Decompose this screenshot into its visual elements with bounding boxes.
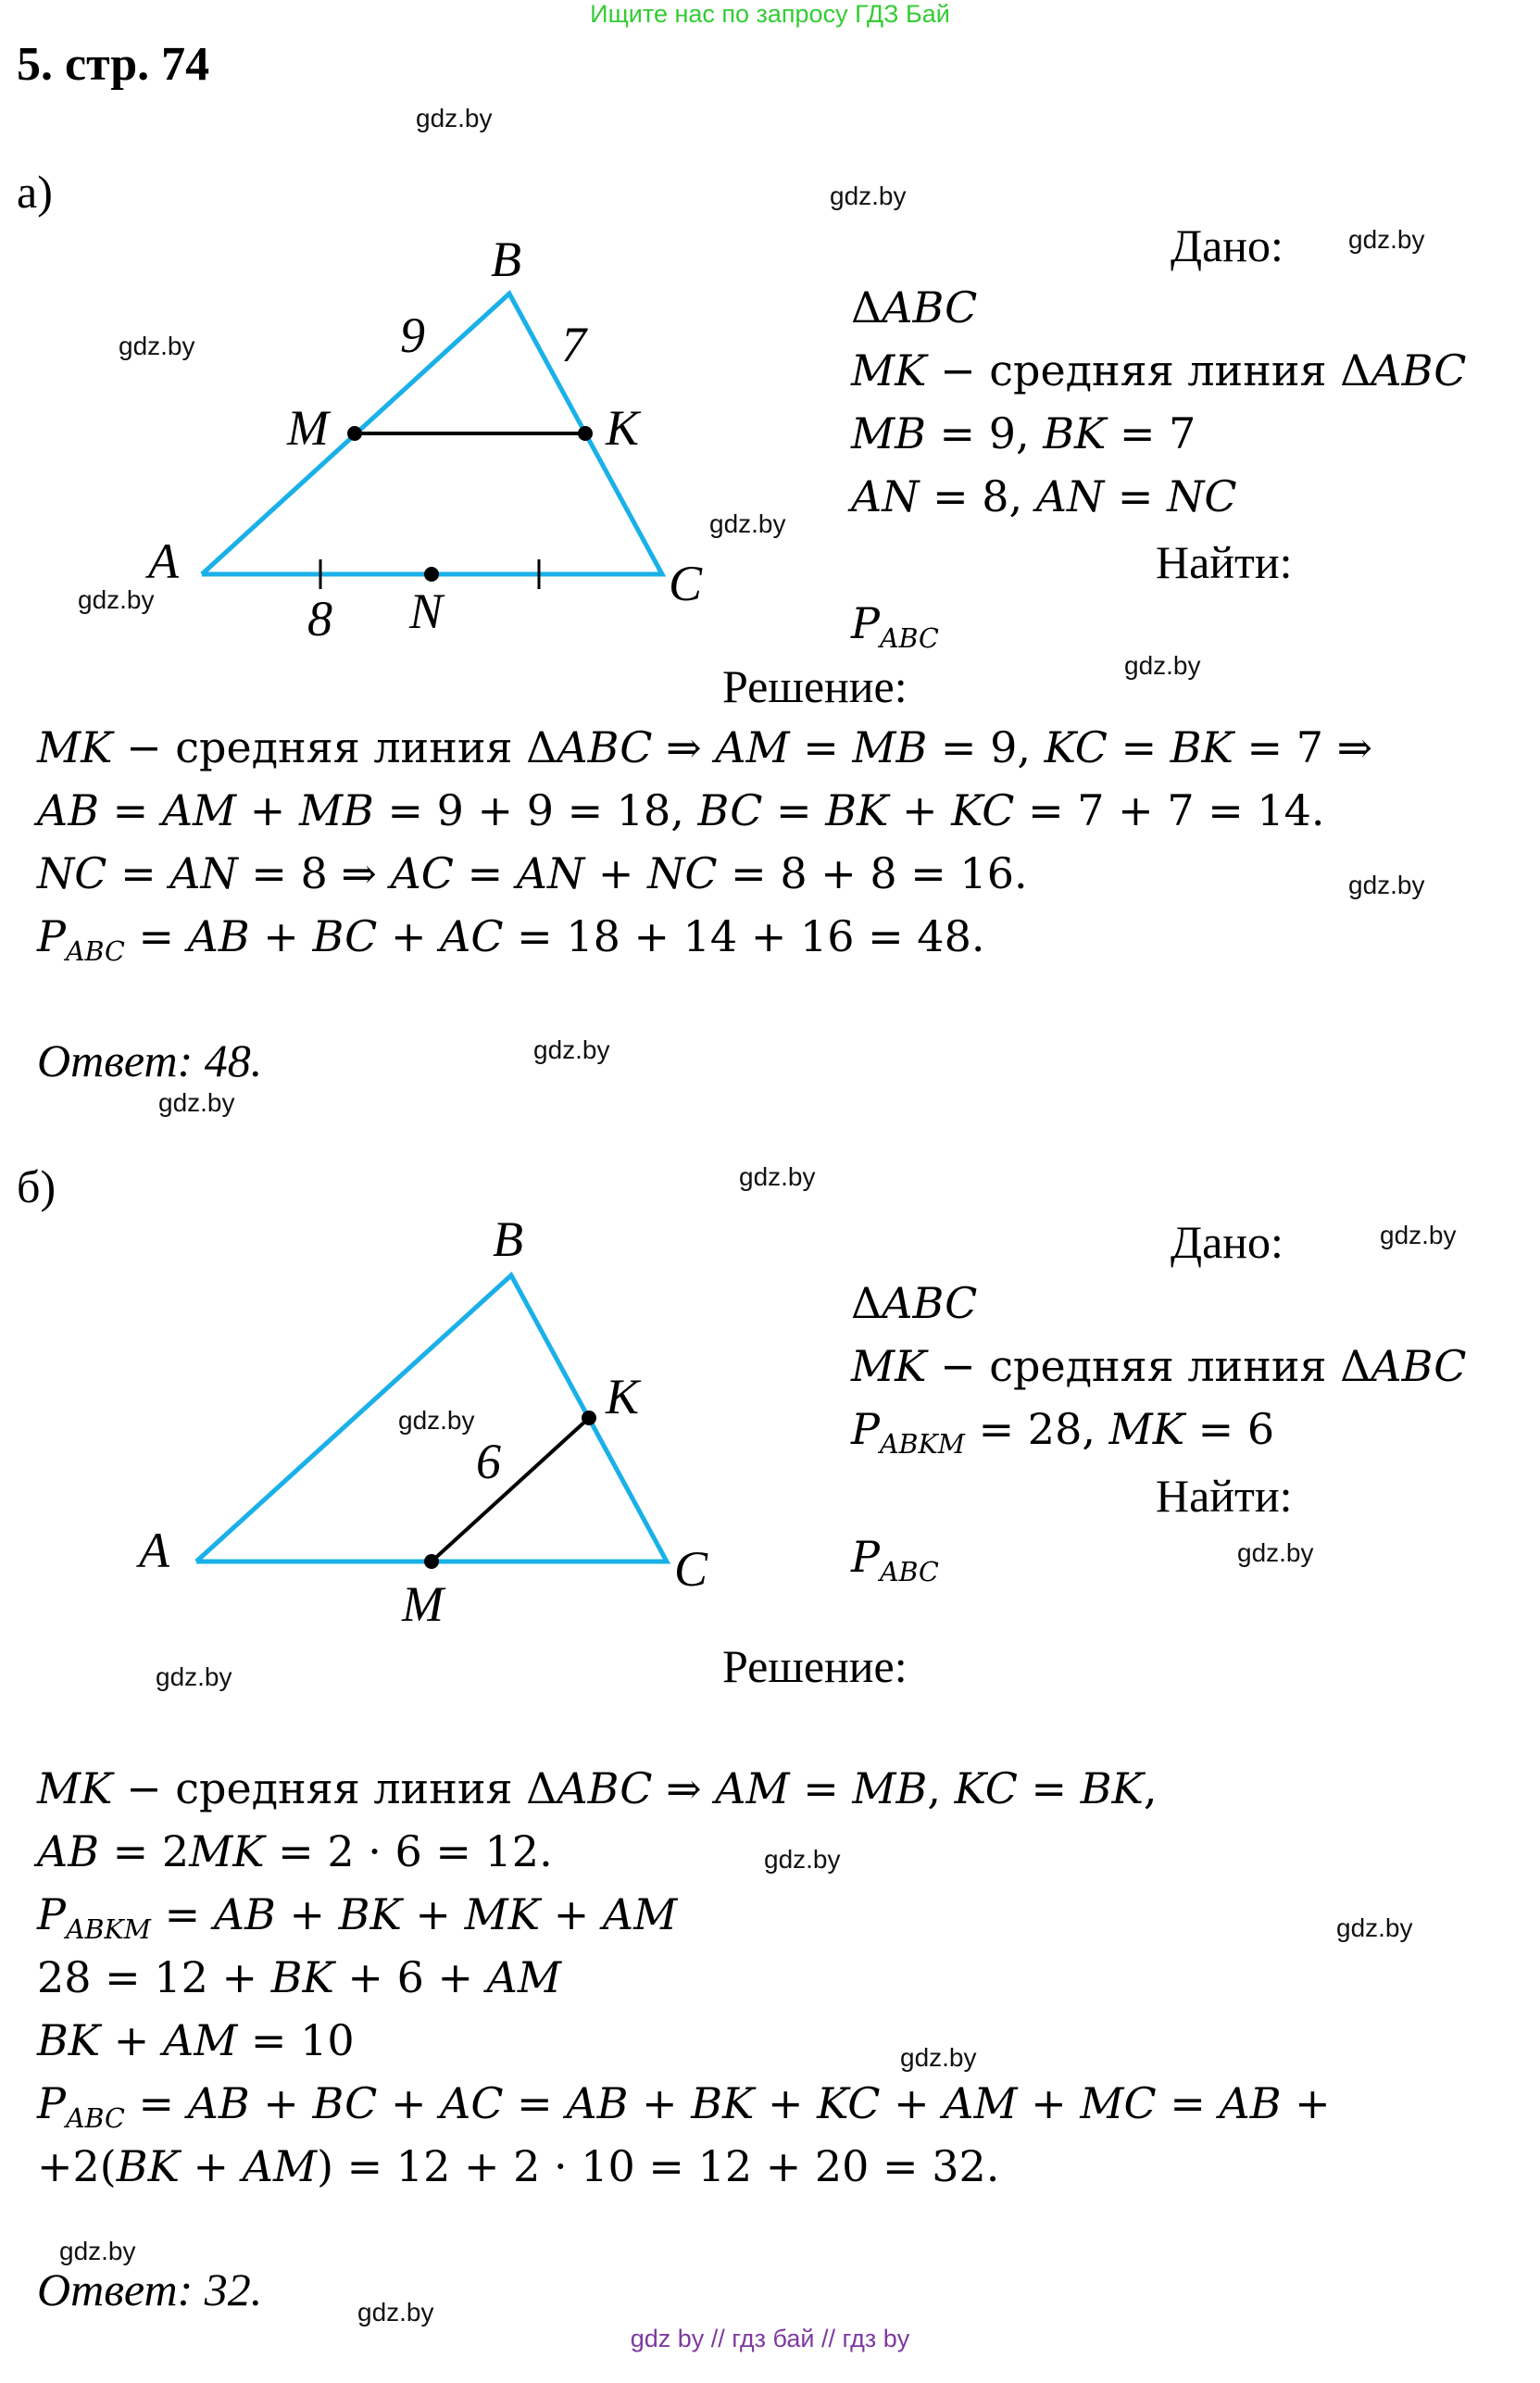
solution-line-b: $P_{ABC}$ = AB + BC + AC = AB + BK + KC + AM + MC = AB + [37, 2078, 1331, 2135]
length-an: 8 [307, 591, 332, 646]
top-banner[interactable]: Ищите нас по запросу ГДЗ Бай [590, 0, 950, 28]
point-k [582, 1411, 596, 1425]
watermark: gdz.by [59, 2237, 136, 2265]
vertex-m: M [402, 1576, 444, 1632]
find-value-a: $P_{ABC}$ [851, 598, 939, 655]
answer-b: Ответ: 32. [37, 2264, 263, 2315]
watermark: gdz.by [398, 1406, 475, 1435]
figure-a [0, 222, 833, 658]
vertex-a: A [148, 533, 179, 589]
watermark: gdz.by [739, 1162, 816, 1191]
solution-line-a: $P_{ABC}$ = AB + BC + AC = 18 + 14 + 16 = 48. [37, 911, 985, 968]
page-title: 5. стр. 74 [17, 38, 210, 91]
watermark: gdz.by [1348, 871, 1425, 899]
given-line-a: AN = 8, AN = NC [851, 471, 1237, 521]
length-mk: 6 [476, 1434, 501, 1489]
watermark: gdz.by [78, 585, 155, 614]
point-m [347, 426, 362, 441]
watermark: gdz.by [416, 104, 493, 132]
length-bk: 7 [561, 317, 586, 372]
part-a-label: а) [17, 166, 53, 218]
watermark: gdz.by [357, 2298, 434, 2327]
find-value-b: $P_{ABC}$ [851, 1532, 939, 1588]
watermark: gdz.by [709, 509, 786, 538]
vertex-k: K [606, 1369, 640, 1424]
point-m [424, 1554, 439, 1569]
solution-line-b: +2(BK + AM) = 12 + 2 · 10 = 12 + 20 = 32. [37, 2141, 1000, 2191]
figure-b [0, 1204, 833, 1667]
watermark: gdz.by [1380, 1221, 1457, 1249]
watermark: gdz.by [1124, 651, 1201, 680]
watermark: gdz.by [1348, 225, 1425, 254]
length-mb: 9 [400, 307, 425, 363]
part-b-label: б) [17, 1160, 56, 1212]
vertex-c: C [674, 1541, 708, 1597]
given-title-b: Дано: [1171, 1216, 1283, 1268]
point-n [424, 567, 439, 582]
vertex-m: M [287, 400, 329, 456]
segment-mk [432, 1418, 589, 1561]
bottom-banner[interactable]: gdz by // гдз бай // гдз by [630, 2325, 910, 2352]
watermark: gdz.by [830, 182, 907, 210]
solution-line-a: MK − средняя линия ΔABC ⇒ AM = MB = 9, KC = BK = 7 ⇒ [37, 722, 1373, 772]
solution-line-b: 28 = 12 + BK + 6 + AM [37, 1952, 561, 2002]
watermark: gdz.by [764, 1845, 841, 1874]
solution-title-b: Решение: [722, 1640, 908, 1692]
given-line-a: MK − средняя линия ΔABC [851, 345, 1467, 395]
answer-a: Ответ: 48. [37, 1035, 263, 1086]
vertex-k: K [606, 400, 640, 456]
watermark: gdz.by [1237, 1538, 1314, 1567]
vertex-c: C [669, 556, 703, 611]
solution-line-b: $P_{ABKM}$ = AB + BK + MK + AM [37, 1889, 678, 1946]
solution-line-b: AB = 2MK = 2 · 6 = 12. [37, 1826, 553, 1876]
point-k [578, 426, 593, 441]
watermark: gdz.by [533, 1035, 610, 1064]
find-title-a: Найти: [1156, 536, 1293, 588]
given-line-b: ΔABC [851, 1278, 978, 1328]
given-title-a: Дано: [1171, 219, 1283, 271]
solution-line-a: NC = AN = 8 ⇒ AC = AN + NC = 8 + 8 = 16. [37, 848, 1028, 898]
solution-title-a: Решение: [722, 660, 908, 712]
solution-line-a: AB = AM + MB = 9 + 9 = 18, BC = BK + KC = 7 + 7 = 14. [37, 785, 1325, 835]
watermark: gdz.by [158, 1088, 235, 1117]
watermark: gdz.by [156, 1662, 232, 1691]
given-line-a: MB = 9, BK = 7 [851, 408, 1196, 458]
watermark: gdz.by [1336, 1913, 1413, 1942]
vertex-n: N [409, 583, 444, 639]
vertex-b: B [493, 1211, 523, 1267]
given-line-a: ΔABC [851, 282, 978, 332]
solution-line-b: BK + AM = 10 [37, 2015, 355, 2065]
find-title-b: Найти: [1156, 1470, 1293, 1522]
watermark: gdz.by [119, 332, 195, 360]
given-line-b: MK − средняя линия ΔABC [851, 1341, 1467, 1391]
vertex-b: B [491, 232, 521, 287]
watermark: gdz.by [900, 2043, 977, 2072]
solution-line-b: MK − средняя линия ΔABC ⇒ AM = MB, KC = BK, [37, 1763, 1158, 1813]
vertex-a: A [139, 1523, 169, 1578]
given-line-b: $P_{ABKM} = 28$, MK = 6 [851, 1404, 1275, 1461]
